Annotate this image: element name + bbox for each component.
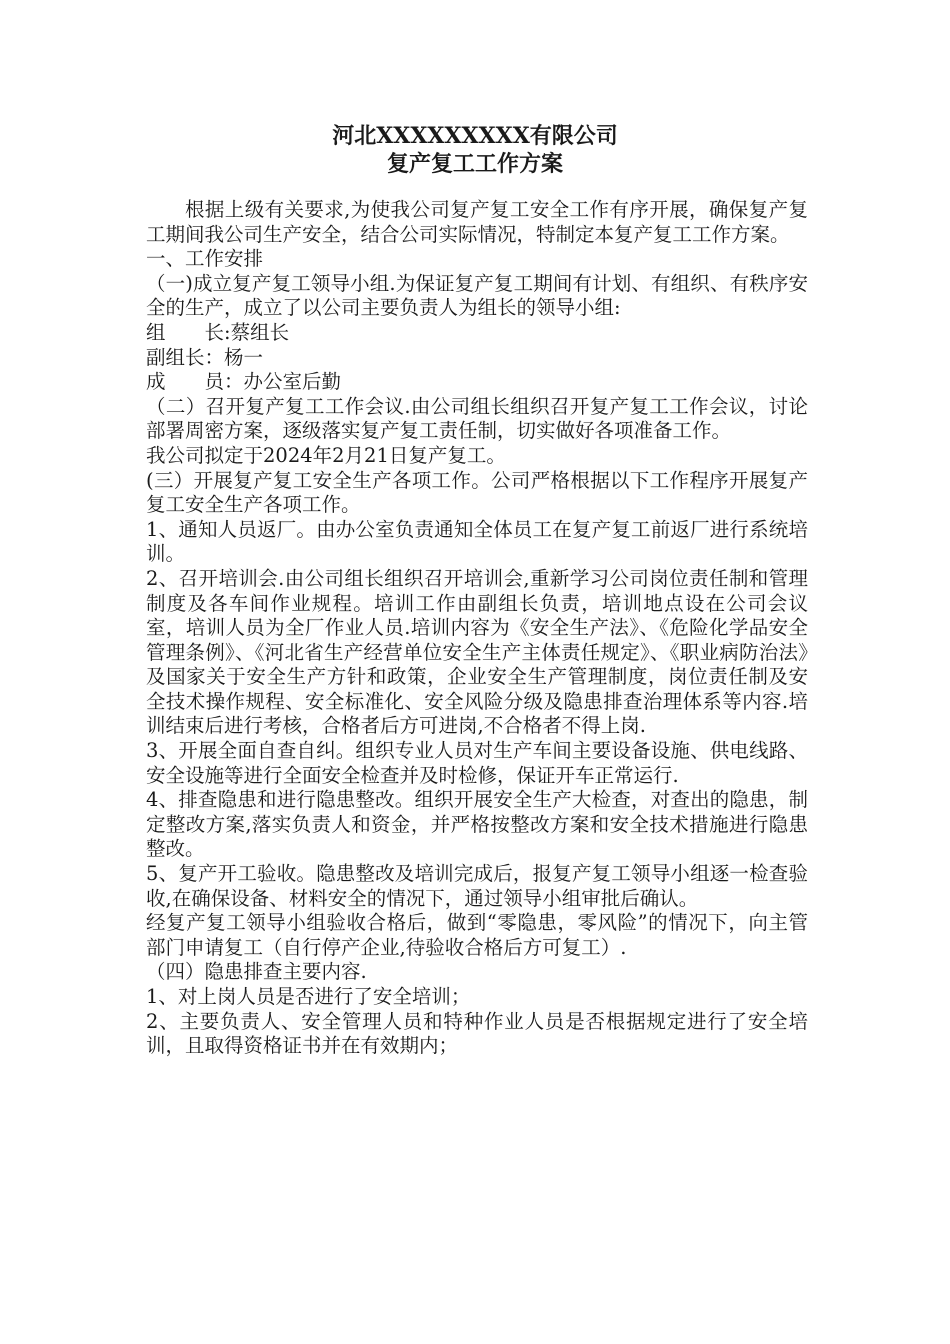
hazard-item-2: 2、主要负责人、安全管理人员和特种作业人员是否根据规定进行了安全培训，且取得资格证书并在有效期内； [146, 1009, 808, 1058]
paragraph-leadership-group: （一)成立复产复工领导小组.为保证复产复工期间有计划、有组织、有秩序安全的生产，成立了以公司主要负责人为组长的领导小组: [146, 271, 808, 320]
item-self-inspection: 3、开展全面自查自纠。组织专业人员对生产车间主要设备设施、供电线路、安全设施等进行全面安全检查并及时检修，保证开车正常运行. [146, 739, 808, 787]
item-hazard-rectification: 4、排查隐患和进行隐患整改。组织开展安全生产大检查，对查出的隐患，制定整改方案,落实负责人和资金，并严格按整改方案和安全技术措施进行隐患整改。 [146, 788, 808, 861]
hazard-item-1: 1、对上岗人员是否进行了安全培训； [146, 985, 471, 1008]
members-line: 成 员：办公室后勤 [146, 370, 342, 394]
item-training-meeting: 2、召开培训会.由公司组长组织召开培训会,重新学习公司岗位责任制和管理制度及各车间作业规程。培训工作由副组长负责，培训地点设在公司会议室，培训人员为全厂作业人员.培训内容为《安全生产法》、《危险化学品安全管理条例》、《河北省生产经营单位安全生产主体责任规定》、《职业病防治法》及国家关于安全生产方针和政策，企业安全生产管理制度，岗位责任制及安全技术操作规程、安全标准化、安全风险分级及隐患排查治理体系等内容.培训结束后进行考核，合格者后方可进岗,不合格者不得上岗. [146, 566, 808, 738]
document-header [0, 122, 950, 178]
paragraph-work-meeting: （二）召开复产复工工作会议.由公司组长组织召开复产复工工作会议，讨论部署周密方案，逐级落实复产复工责任制，切实做好各项准备工作。 [146, 394, 808, 443]
deputy-leader-line: 副组长：杨一 [146, 345, 264, 369]
group-leader-line: 组 长:蔡组长 [146, 320, 290, 344]
plan-title: 复产复工工作方案 [386, 151, 563, 177]
item-acceptance: 5、复产开工验收。隐患整改及培训完成后，报复产复工领导小组逐一检查验收,在确保设备、材料安全的情况下，通过领导小组审批后确认。 [146, 862, 808, 910]
paragraph-safety-work: (三）开展复产复工安全生产各项工作。公司严格根据以下工作程序开展复产复工安全生产各项工作。 [146, 468, 808, 517]
intro-paragraph: 根据上级有关要求,为使我公司复产复工安全工作有序开展，确保复产复工期间我公司生产安全，结合公司实际情况，特制定本复产复工工作方案。 [146, 198, 808, 246]
section-hazard-content: （四）隐患排查主要内容. [146, 960, 367, 984]
section-heading-work-arrangement: 一、工作安排 [146, 247, 264, 271]
item-notify-staff: 1、通知人员返厂。由办公室负责通知全体员工在复产复工前返厂进行系统培训。 [146, 517, 808, 566]
paragraph-apply-resume: 经复产复工领导小组验收合格后，做到“零隐患，零风险”的情况下，向主管部门申请复工（自行停产企业,待验收合格后方可复工）. [146, 911, 808, 959]
company-title: 河北XXXXXXXXX有限公司 [332, 123, 618, 149]
resume-date-line: 我公司拟定于2024年2月21日复产复工。 [146, 443, 506, 467]
document-body [146, 198, 808, 1059]
